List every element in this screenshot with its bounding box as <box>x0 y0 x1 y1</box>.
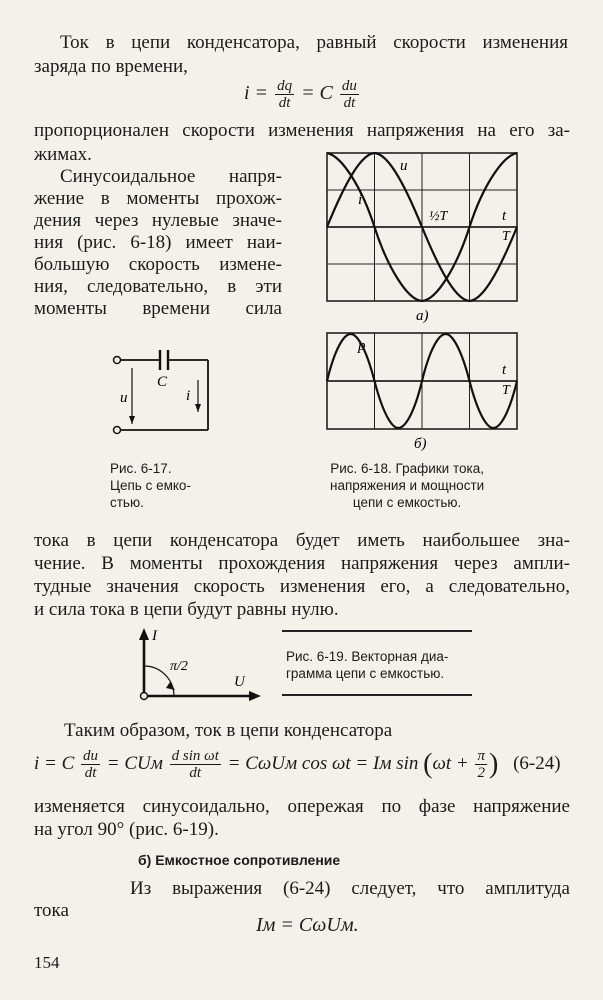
formula1-eq: = C <box>301 82 333 105</box>
voltage-arrowhead <box>129 416 135 424</box>
sublabel-a: а) <box>416 308 429 324</box>
vector-U-arrowhead <box>249 691 261 701</box>
para3-line-3: тудные значения скорость изменения его, а следовательно, <box>34 576 570 597</box>
label-angle: π/2 <box>170 659 188 674</box>
label-i-circuit: i <box>186 388 191 404</box>
caption-6-17-line-1: Рис. 6-17. <box>110 461 172 476</box>
para2-line-4: ния (рис. 6-18) имеет наи- <box>34 232 282 253</box>
caption-6-18-line-2: напряжения и мощности <box>330 478 485 493</box>
formula2-part-c: = CωUм cos ωt = Iм sin <box>227 752 419 774</box>
para2-line-7: моменты времени сила <box>34 298 282 319</box>
formula1-num1: dq <box>277 78 293 94</box>
formula2-frac3-num: π <box>477 748 485 764</box>
para6-line-2: тока <box>34 900 69 921</box>
formula2-frac2 <box>170 748 221 781</box>
caption-6-18-line-3: цепи с емкостью. <box>352 495 462 510</box>
para2-line-2: жение в моменты прохож- <box>34 188 282 209</box>
para5-line-2: на угол 90° (рис. 6-19). <box>34 819 219 840</box>
label-C: C <box>157 374 168 390</box>
para2-line-3: дения через нулевые значе- <box>34 210 282 231</box>
formula2-frac1-den: dt <box>84 765 97 781</box>
formula-current-charge <box>244 78 361 111</box>
formula-6-24 <box>34 748 561 781</box>
formula1-den2: dt <box>343 95 356 111</box>
formula2-frac3 <box>475 748 487 781</box>
intro-line-2: заряда по времени, <box>34 56 188 77</box>
caption-6-17 <box>110 460 191 511</box>
label-i: i <box>358 192 363 208</box>
caption-6-17-line-3: стью. <box>110 495 144 510</box>
formula1-fraction-du-dt <box>340 78 359 111</box>
formula1-fraction-dq-dt <box>275 78 294 111</box>
label-half-t: ½T <box>429 209 448 224</box>
current-arrowhead <box>195 404 201 412</box>
formula1-lhs: i = <box>244 82 269 105</box>
figure-6-18-graph-b <box>322 328 522 454</box>
para3-line-4: и сила тока в цепи будут равны нулю. <box>34 599 339 620</box>
equation-number: (6-24) <box>513 752 561 774</box>
terminal-bottom <box>114 427 121 434</box>
label-p: p <box>358 338 366 354</box>
label-t-b: t <box>502 362 507 378</box>
formula2-part-a: i = C <box>34 752 75 774</box>
caption-6-19-rule-bottom <box>282 694 472 696</box>
para3-line-1: тока в цепи конденсатора будет иметь наибольшее зна- <box>34 530 570 551</box>
formula2-frac3-den: 2 <box>477 765 485 781</box>
paren-right: ) <box>488 748 499 780</box>
label-I: I <box>152 628 157 644</box>
para2-line-6: ния, следовательно, в эти <box>34 276 282 297</box>
label-t-a: t <box>502 208 507 224</box>
para3-line-2: чение. В моменты прохождения напряжения через ампли- <box>34 553 570 574</box>
label-u: u <box>400 158 408 174</box>
formula2-part-b: = CUм <box>106 752 163 774</box>
formula2-frac2-den: dt <box>189 765 202 781</box>
para1-line-2: жимах. <box>34 144 92 165</box>
label-T-a: T <box>502 229 510 244</box>
formula1-num2: du <box>341 78 357 94</box>
formula-amplitude: Iм = CωUм. <box>256 914 359 936</box>
caption-6-19 <box>286 648 448 682</box>
figure-6-19-vector-diagram <box>126 624 266 706</box>
formula2-frac1-num: du <box>83 748 99 764</box>
vector-I-arrowhead <box>139 628 149 640</box>
caption-6-17-line-2: Цепь с емко- <box>110 478 191 493</box>
formula2-part-d: ωt + <box>432 752 469 774</box>
para2-line-5: большую скорость измене- <box>34 254 282 275</box>
figure-6-17-circuit <box>108 340 218 444</box>
para4-line-1: Таким образом, ток в цепи конденсатора <box>64 720 393 741</box>
para1-line-1: пропорционален скорости изменения напряжения на его за- <box>34 120 570 141</box>
page-number: 154 <box>34 953 60 972</box>
paren-left: ( <box>423 748 433 780</box>
para2-line-1: Синусоидальное напря- <box>60 166 282 187</box>
caption-6-19-line-1: Рис. 6-19. Векторная диа- <box>286 649 449 664</box>
para5-line-1: изменяется синусоидально, опережая по фазе напряжение <box>34 796 570 817</box>
intro-line-1: Ток в цепи конденсатора, равный скорости изменения <box>60 32 568 53</box>
caption-6-19-line-2: грамма цепи с емкостью. <box>286 666 445 681</box>
sublabel-b: б) <box>414 436 427 452</box>
section-heading: б) Емкостное сопротивление <box>138 852 341 868</box>
label-u-circuit: u <box>120 390 128 406</box>
terminal-top <box>114 357 121 364</box>
formula2-frac2-num: d sin ωt <box>171 748 219 764</box>
vector-origin <box>141 693 148 700</box>
formula1-den1: dt <box>278 95 291 111</box>
caption-6-18 <box>330 460 484 511</box>
figure-6-18-graph-a <box>322 148 522 324</box>
angle-arrowhead <box>166 682 175 690</box>
para6-line-1: Из выражения (6-24) следует, что амплитуда <box>130 878 570 899</box>
formula2-frac1 <box>81 748 100 781</box>
caption-6-18-line-1: Рис. 6-18. Графики тока, <box>330 461 484 476</box>
label-T-b: T <box>502 383 510 398</box>
caption-6-19-rule-top <box>282 630 472 632</box>
label-U: U <box>234 674 245 690</box>
